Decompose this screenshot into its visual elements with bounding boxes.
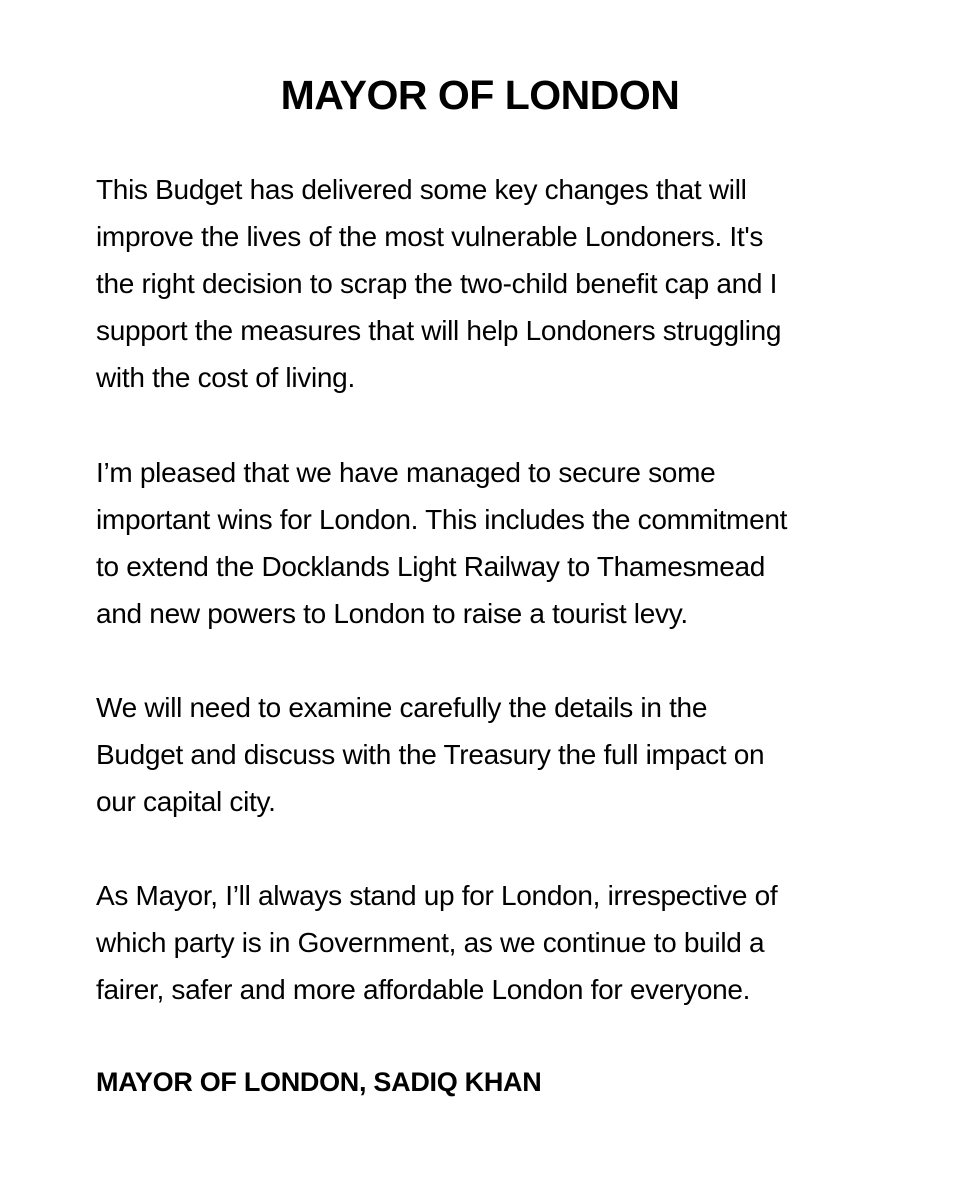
- statement-paragraph-4: [96, 872, 886, 1013]
- paragraph-line: support the measures that will help Londoners struggling: [96, 315, 782, 346]
- statement-paragraph-2: [96, 449, 886, 637]
- paragraph-line: and new powers to London to raise a tourist levy.: [96, 598, 688, 629]
- paragraph-line: I’m pleased that we have managed to secure some: [96, 457, 716, 488]
- statement-paragraph-3: [96, 684, 886, 825]
- paragraph-line: Budget and discuss with the Treasury the full impact on: [96, 739, 765, 770]
- paragraph-line: This Budget has delivered some key changes that will: [96, 174, 747, 205]
- paragraph-line: with the cost of living.: [96, 362, 355, 393]
- page-title: MAYOR OF LONDON: [280, 72, 680, 118]
- paragraph-line: As Mayor, I’ll always stand up for London, irrespective of: [96, 880, 778, 911]
- paragraph-line: fairer, safer and more affordable London for everyone.: [96, 974, 751, 1005]
- paragraph-line: to extend the Docklands Light Railway to Thamesmead: [96, 551, 766, 582]
- paragraph-line: our capital city.: [96, 786, 276, 817]
- paragraph-line: the right decision to scrap the two-child benefit cap and I: [96, 268, 778, 299]
- paragraph-line: We will need to examine carefully the details in the: [96, 692, 708, 723]
- paragraph-line: improve the lives of the most vulnerable Londoners. It's: [96, 221, 764, 252]
- signature: MAYOR OF LONDON, SADIQ KHAN: [96, 1067, 542, 1097]
- paragraph-line: which party is in Government, as we continue to build a: [96, 927, 765, 958]
- paragraph-line: important wins for London. This includes the commitment: [96, 504, 788, 535]
- statement-paragraph-1: [96, 166, 886, 401]
